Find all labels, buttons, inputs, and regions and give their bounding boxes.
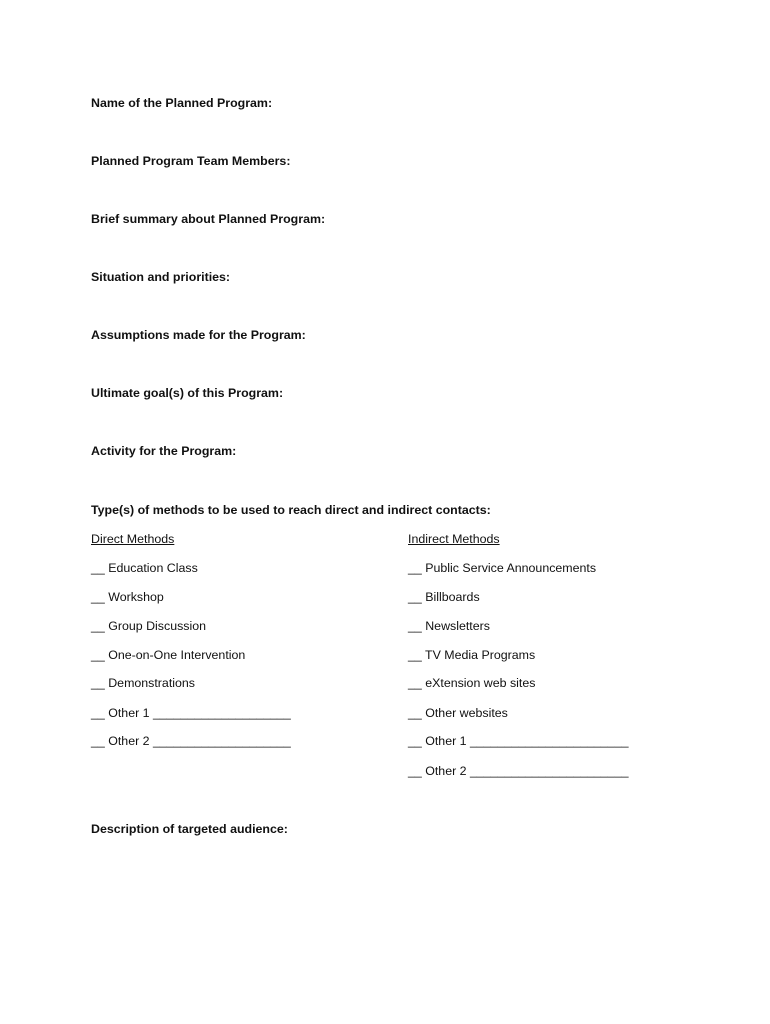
methods-label: Type(s) of methods to be used to reach direct and indirect contacts: [91, 503, 491, 517]
audience-label: Description of targeted audience: [91, 822, 288, 836]
direct-method-item: __ Education Class [91, 561, 198, 575]
indirect-method-item: __ Other 1 _______________________ [408, 734, 629, 748]
direct-method-item: __ Other 1 ____________________ [91, 706, 291, 720]
goals-label: Ultimate goal(s) of this Program: [91, 386, 284, 400]
direct-method-item: __ Workshop [91, 590, 164, 604]
indirect-method-item: __ Public Service Announcements [408, 561, 597, 575]
situation-label: Situation and priorities: [91, 270, 231, 284]
program-name-label: Name of the Planned Program: [91, 96, 273, 110]
team-members-label: Planned Program Team Members: [91, 154, 291, 168]
indirect-methods-heading: Indirect Methods [408, 532, 500, 546]
indirect-method-item: __ Newsletters [408, 619, 490, 633]
indirect-method-item: __ eXtension web sites [408, 676, 536, 690]
direct-method-item: __ Group Discussion [91, 619, 207, 633]
direct-method-item: __ Other 2 ____________________ [91, 734, 291, 748]
direct-method-item: __ Demonstrations [91, 676, 195, 690]
indirect-method-item: __ TV Media Programs [408, 648, 536, 662]
indirect-method-item: __ Billboards [408, 590, 480, 604]
assumptions-label: Assumptions made for the Program: [91, 328, 306, 342]
direct-method-item: __ One-on-One Intervention [91, 648, 246, 662]
indirect-method-item: __ Other websites [408, 706, 508, 720]
direct-methods-heading: Direct Methods [91, 532, 175, 546]
indirect-method-item: __ Other 2 _______________________ [408, 764, 629, 778]
activity-label: Activity for the Program: [91, 444, 237, 458]
summary-label: Brief summary about Planned Program: [91, 212, 326, 226]
